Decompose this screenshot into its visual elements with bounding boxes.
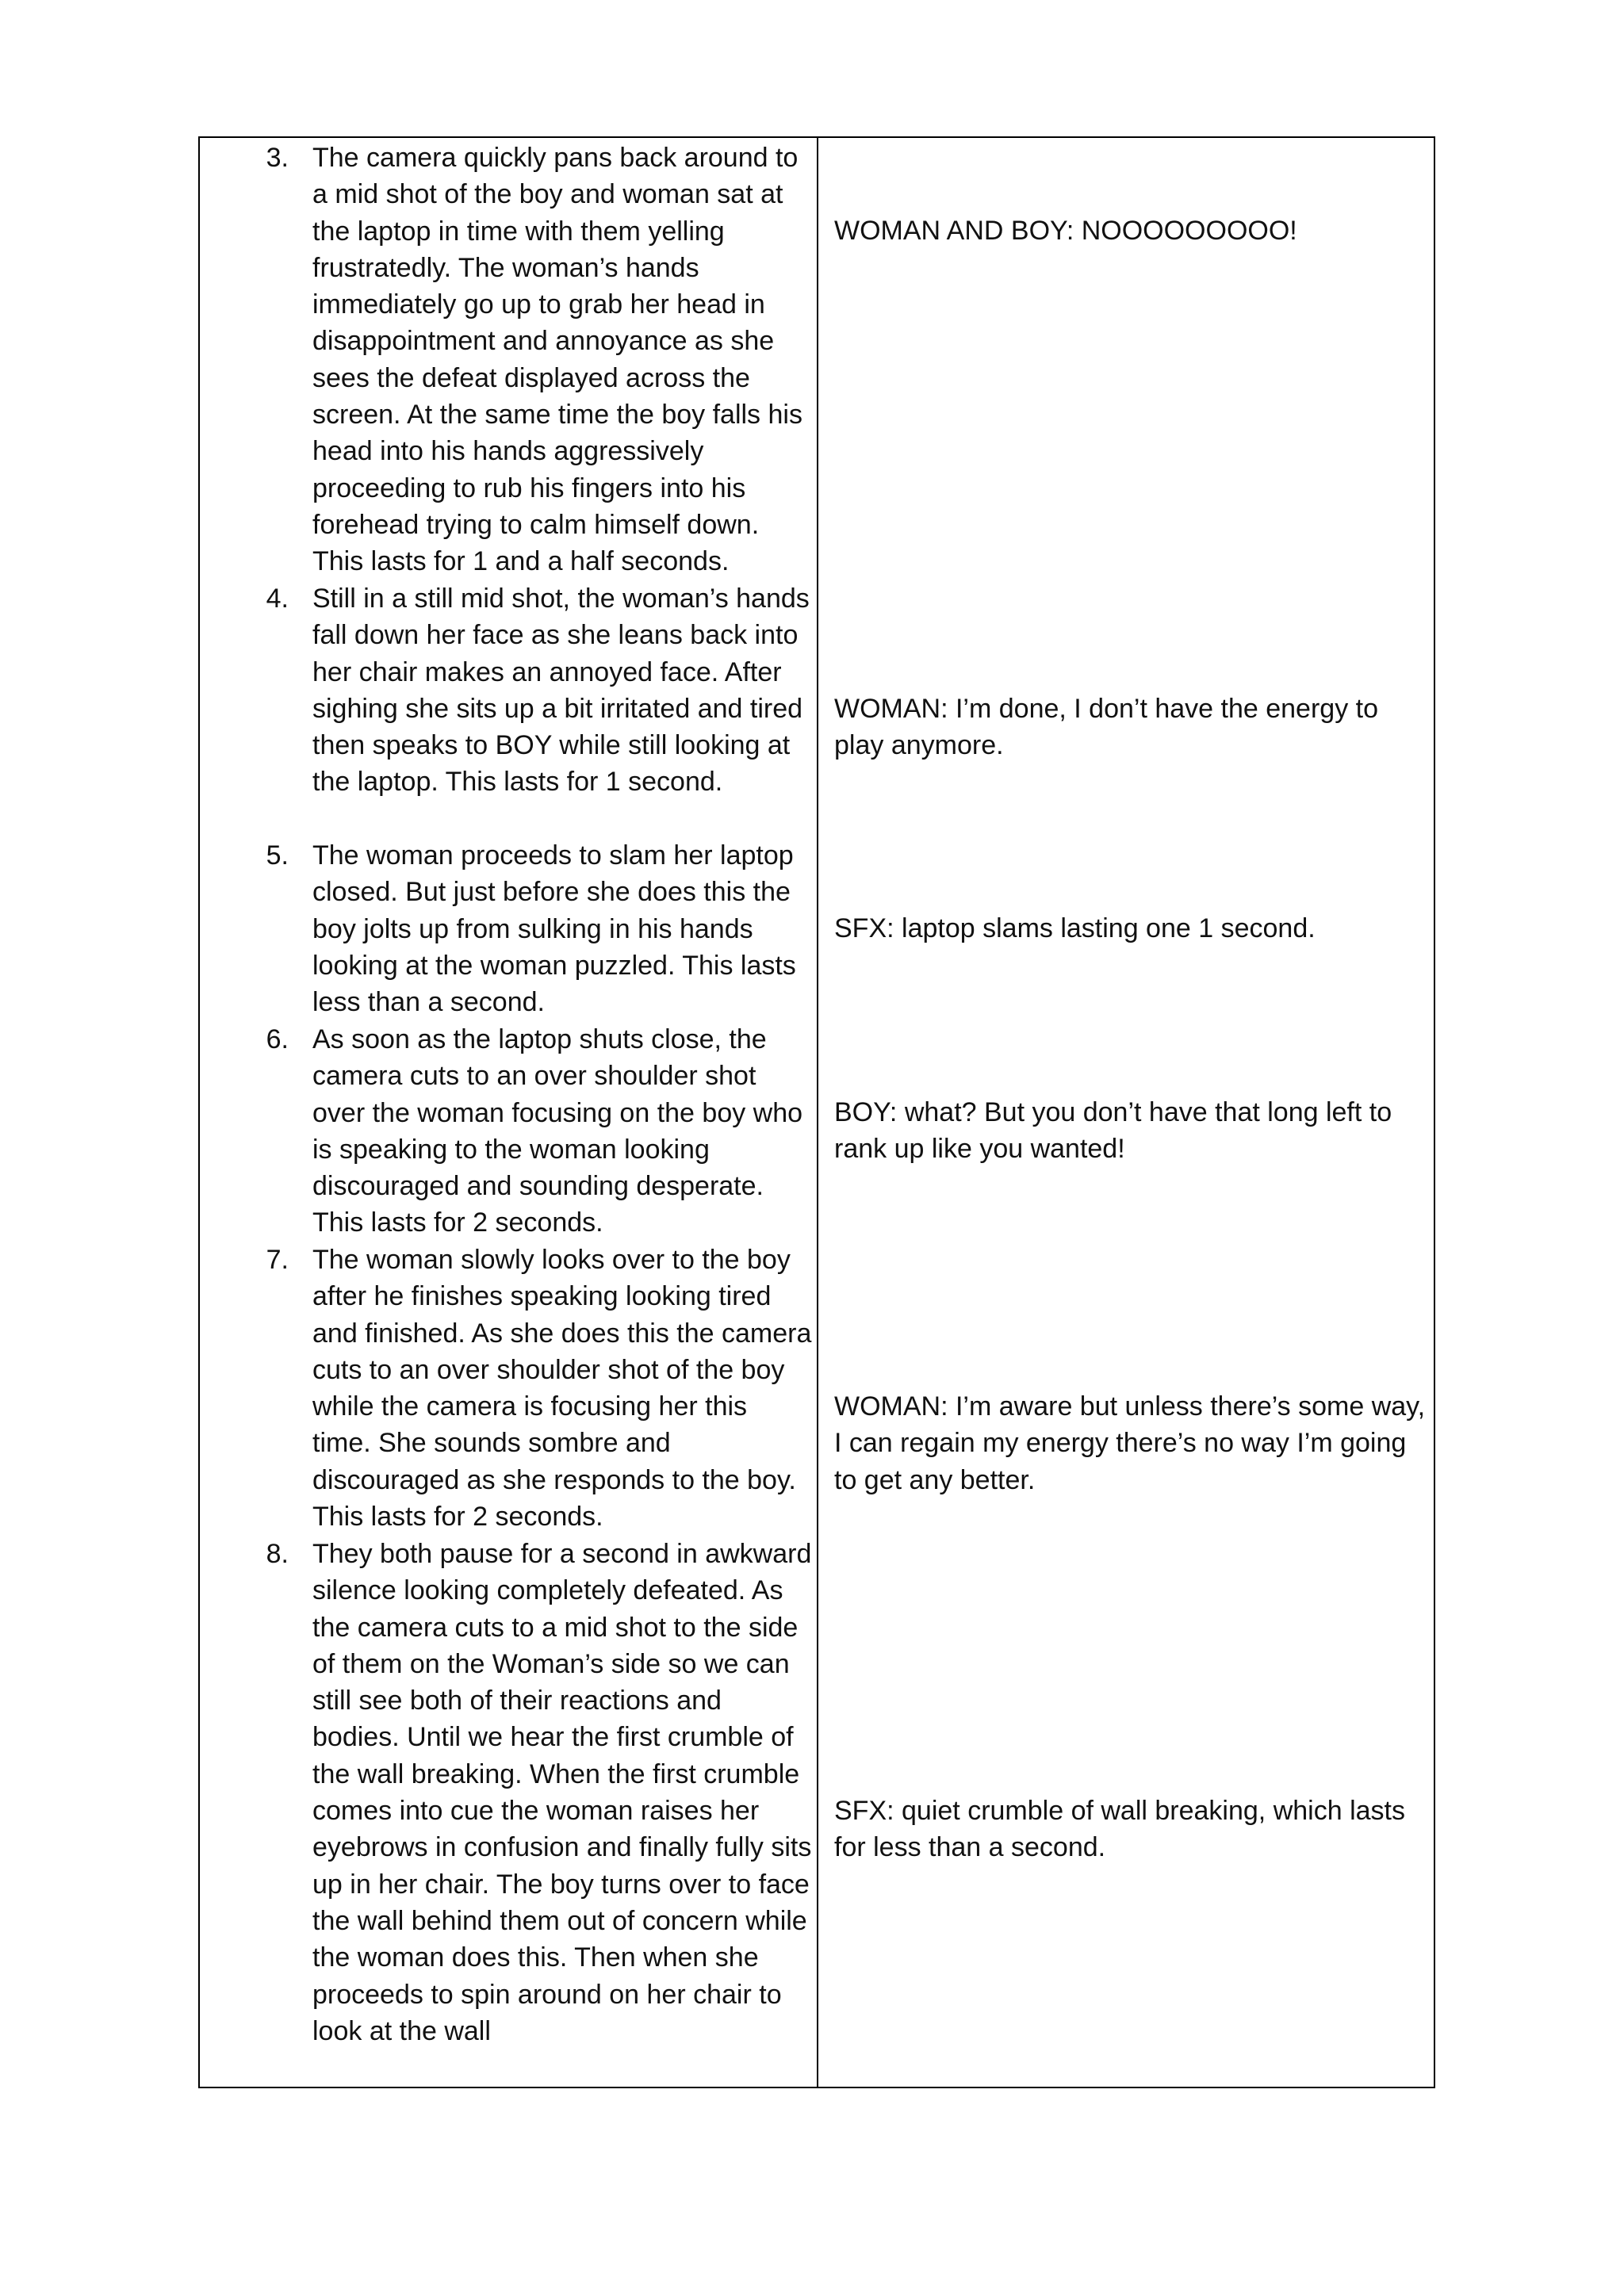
shot-dialogue: SFX: laptop slams lasting one 1 second.	[834, 913, 1316, 943]
shot-dialogue: WOMAN: I’m done, I don’t have the energy to play anymore.	[834, 694, 1378, 761]
column-divider	[817, 138, 818, 2087]
shot-number: 5.	[266, 840, 289, 871]
shot-number: 4.	[266, 584, 289, 614]
shot-description: The woman slowly looks over to the boy after he finishes speaking looking tired and finished. As she does this the camera cuts to an over shoulder shot of the boy while the camera is focusing her this time. She sounds sombre and discouraged as she responds to the boy. This lasts for 2 seconds.	[312, 1245, 812, 1533]
shot-description: They both pause for a second in awkward silence looking completely defeated. As the camera cuts to a mid shot to the side of them on the Woman’s side so we can still see both of their reactions and bodies. Until we hear the first crumble of the wall breaking. When the first crumble comes into cue the woman raises her eyebrows in confusion and finally fully sits up in her chair. The boy turns over to face the wall behind them out of concern while the woman does this. Then when she proceeds to spin around on her chair to look at the wall	[312, 1539, 812, 2046]
shot-description: The camera quickly pans back around to a mid shot of the boy and woman sat at the laptop in time with them yelling frustratedly. The woman’s hands immediately go up to grab her head in disappointment and annoyance as she sees the defeat displayed across the screen. At the same time the boy falls his head into his hands aggressively proceeding to rub his fingers into his forehead trying to calm himself down. This lasts for 1 and a half seconds.	[312, 143, 802, 577]
shot-dialogue: SFX: quiet crumble of wall breaking, which lasts for less than a second.	[834, 1796, 1405, 1863]
shot-number: 6.	[266, 1024, 289, 1054]
script-table	[198, 136, 1435, 2088]
shot-number: 8.	[266, 1539, 289, 1569]
shot-dialogue: WOMAN: I’m aware but unless there’s some way, I can regain my energy there’s no way I’m going to get any better.	[834, 1391, 1426, 1495]
shot-number: 3.	[266, 143, 289, 173]
shot-dialogue: WOMAN AND BOY: NOOOOOOOOO!	[834, 216, 1297, 246]
shot-description: Still in a still mid shot, the woman’s hands fall down her face as she leans back into her chair makes an annoyed face. After sighing she sits up a bit irritated and tired then speaks to BOY while still looking at the laptop. This lasts for 1 second.	[312, 584, 810, 798]
shot-description: The woman proceeds to slam her laptop closed. But just before she does this the boy jolts up from sulking in his hands looking at the woman puzzled. This lasts less than a second.	[312, 840, 796, 1018]
shot-dialogue: BOY: what? But you don’t have that long left to rank up like you wanted!	[834, 1097, 1392, 1165]
shot-number: 7.	[266, 1245, 289, 1275]
shot-description: As soon as the laptop shuts close, the camera cuts to an over shoulder shot over the woman focusing on the boy who is speaking to the woman looking discouraged and sounding desperate. This lasts for 2 seconds.	[312, 1024, 803, 1238]
